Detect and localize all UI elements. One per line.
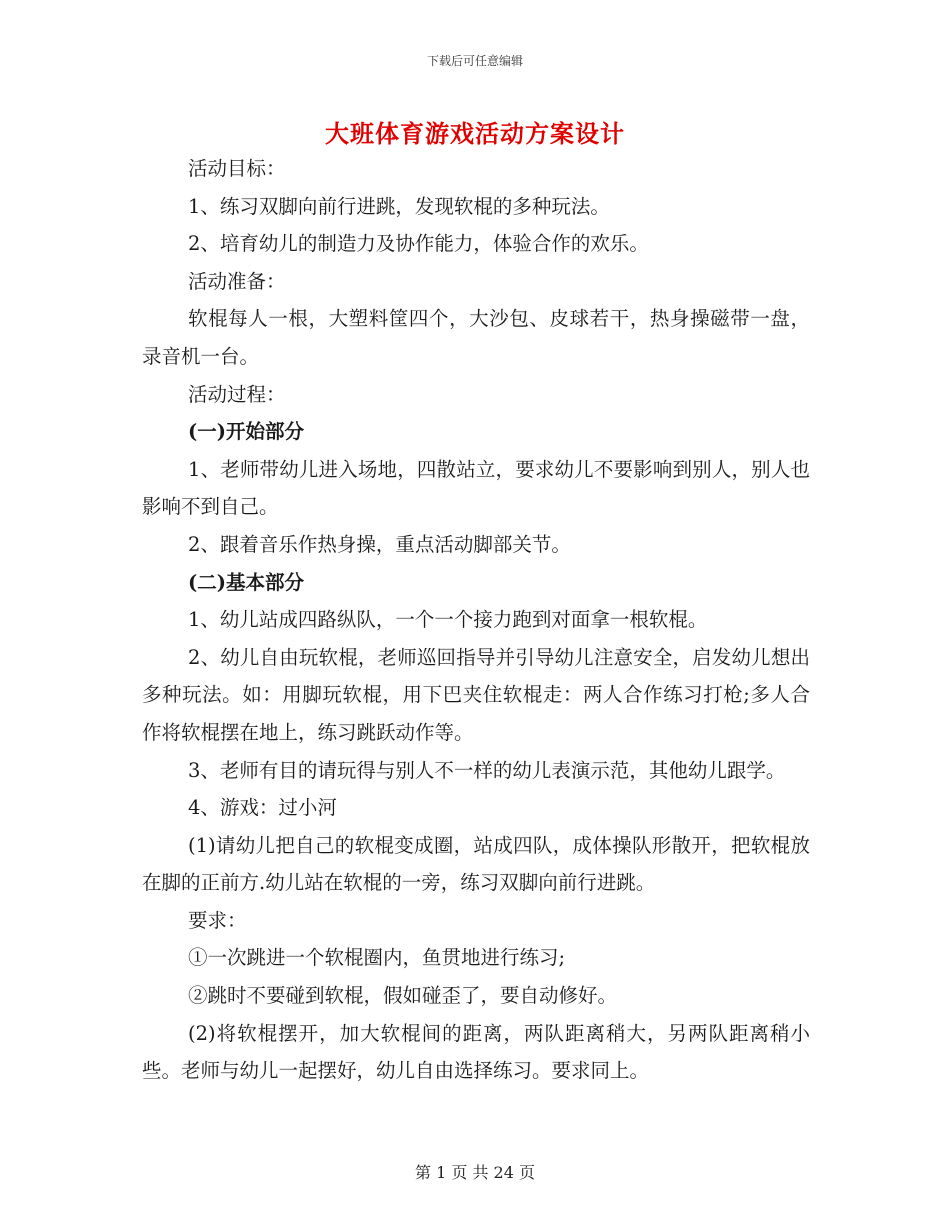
- document-title: 大班体育游戏活动方案设计: [325, 119, 625, 148]
- paragraph: 1、幼儿站成四路纵队，一个一个接力跑到对面拿一根软棍。: [188, 608, 708, 632]
- paragraph: 2、幼儿自由玩软棍，老师巡回指导并引导幼儿注意安全，启发幼儿想出多种玩法。如：用脚玩软棍，用下巴夹住软棍走：两人合作练习打枪;多人合作将软棍摆在地上，练习跳跃动作等。: [142, 645, 810, 744]
- paragraph: 软棍每人一根，大塑料筐四个，大沙包、皮球若干，热身操磁带一盘，录音机一台。: [142, 307, 810, 368]
- paragraph: (1)请幼儿把自己的软棍变成圈，站成四队，成体操队形散开，把软棍放在脚的正前方.幼儿站在软棍的一旁，练习双脚向前行进跳。: [142, 833, 810, 895]
- paragraph: 2、跟着音乐作热身操，重点活动脚部关节。: [188, 532, 571, 556]
- section-heading: (一)开始部分: [188, 420, 304, 444]
- paragraph: 要求：: [188, 908, 247, 932]
- paragraph: (2)将软棍摆开，加大软棍间的距离，两队距离稍大，另两队距离稍小些。老师与幼儿一起摆好，幼儿自由选择练习。要求同上。: [142, 1021, 810, 1083]
- paragraph: 1、老师带幼儿进入场地，四散站立，要求幼儿不要影响到别人，别人也影响不到自己。: [142, 457, 810, 519]
- header-note: 下载后可任意编辑: [426, 54, 523, 68]
- paragraph: 1、练习双脚向前行进跳，发现软棍的多种玩法。: [188, 194, 610, 218]
- paragraph: ①一次跳进一个软棍圈内，鱼贯地进行练习;: [188, 946, 566, 970]
- paragraph: 2、培育幼儿的制造力及协作能力，体验合作的欢乐。: [188, 232, 649, 256]
- paragraph: 4、游戏：过小河: [188, 796, 337, 820]
- paragraph: ②跳时不要碰到软棍，假如碰歪了，要自动修好。: [188, 984, 618, 1008]
- paragraph: 活动过程：: [188, 382, 286, 406]
- document-body: [142, 150, 810, 1090]
- paragraph: 活动目标：: [188, 157, 286, 180]
- page-footer: 第 1 页 共 24 页: [415, 1163, 535, 1182]
- paragraph: 3、老师有目的请玩得与别人不一样的幼儿表演示范，其他幼儿跟学。: [188, 758, 786, 782]
- section-heading: (二)基本部分: [188, 570, 304, 594]
- paragraph: 活动准备：: [188, 269, 286, 293]
